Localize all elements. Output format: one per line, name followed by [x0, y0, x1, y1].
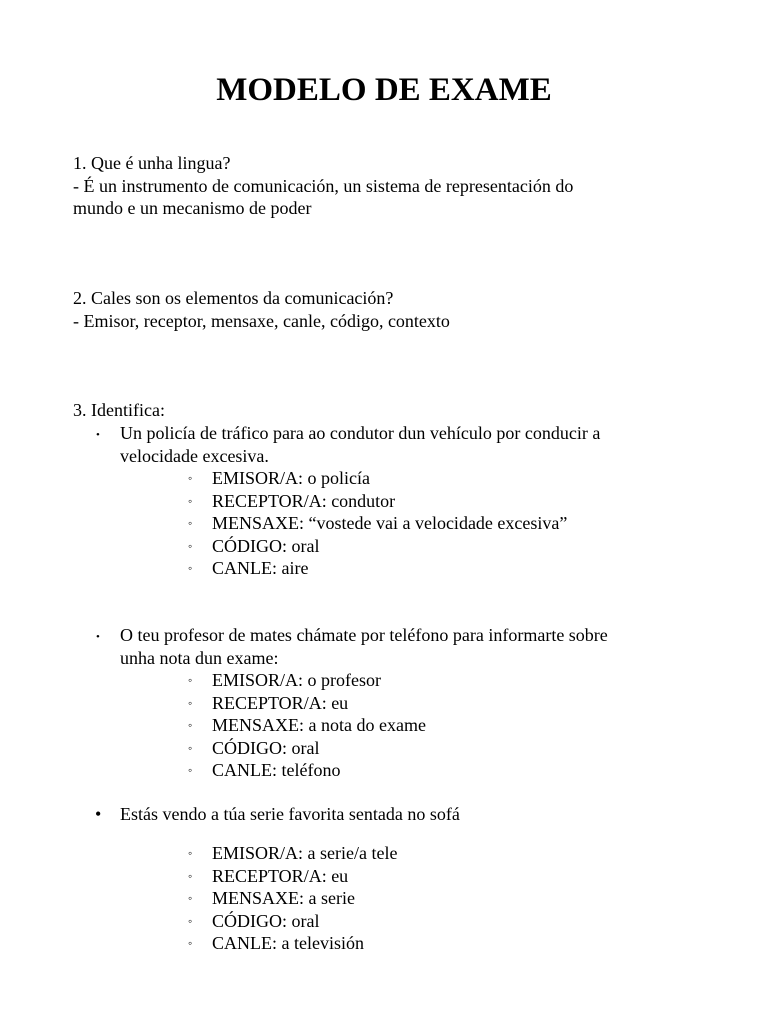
document-page: MODELO DE EXAME 1. Que é unha lingua? - É un instrumento de comunicación, un sistema de representación do mundo e un mecanismo de poder 2. Cales son os elementos da comunicación? - Emisor, receptor, mensaxe, canle, código, contexto 3. Identifica: • Un policía de tráfico para ao condutor dun vehículo por conducir a velocidade excesiva. ◦ EMISOR/A: o policía ◦ RECEPTOR/A: condutor ◦ MENSAXE: “vostede vai a velocidade excesiva” ◦ CÓDIGO: oral ◦ CANLE: aire • O teu profesor de mates chámate por teléfono para informarte sobre unha nota dun exame: ◦ EMISOR/A: o profesor ◦ RECEPTOR/A: eu ◦ MENSAXE: a nota do exame ◦ CÓDIGO: oral ◦ CANLE: teléfono • Estás vendo a túa serie favorita sentada no sofá ◦ EMISOR/A: a serie/a tele ◦ RECEPTOR/A: eu ◦ MENSAXE: a serie ◦ CÓDIGO: oral ◦ CANLE: a televisión	[0, 0, 768, 1024]
question-3	[73, 399, 165, 422]
circle-bullet-icon: ◦	[188, 740, 193, 755]
circle-bullet-icon: ◦	[188, 891, 193, 905]
answer-1-line-1: - É un instrumento de comunicación, un sistema de representación do	[73, 175, 574, 196]
question-1	[73, 152, 573, 220]
answer-1-line-2: mundo e un mecanismo de poder	[73, 198, 312, 218]
circle-bullet-icon: ◦	[188, 695, 193, 710]
circle-bullet-icon: ◦	[188, 673, 193, 687]
question-2	[73, 287, 450, 332]
circle-bullet-icon: ◦	[188, 516, 193, 530]
question-2-text: 2. Cales son os elementos da comunicación?	[73, 288, 394, 308]
circle-bullet-icon: ◦	[188, 561, 193, 575]
circle-bullet-icon: ◦	[188, 846, 193, 860]
circle-bullet-icon: ◦	[188, 493, 193, 508]
bullet-icon: •	[95, 804, 102, 824]
circle-bullet-icon: ◦	[188, 471, 193, 485]
circle-bullet-icon: ◦	[188, 936, 193, 950]
question-1-text: 1. Que é unha lingua?	[73, 153, 231, 173]
bullet-icon: •	[96, 429, 100, 441]
item-3-line-1: Estás vendo a túa serie favorita sentada no sofá	[120, 804, 460, 824]
circle-bullet-icon: ◦	[188, 913, 193, 928]
bullet-icon: •	[96, 631, 100, 643]
circle-bullet-icon: ◦	[188, 718, 193, 732]
circle-bullet-icon: ◦	[188, 763, 193, 777]
item-2-line-2: unha nota dun exame:	[120, 647, 279, 668]
item-1-line-2: velocidade excesiva.	[120, 445, 269, 466]
page-title: MODELO DE EXAME	[216, 72, 552, 108]
answer-2: - Emisor, receptor, mensaxe, canle, código, contexto	[73, 310, 450, 331]
item-2-line-1: O teu profesor de mates chámate por teléfono para informarte sobre	[120, 625, 608, 645]
question-3-text: 3. Identifica:	[73, 400, 165, 420]
circle-bullet-icon: ◦	[188, 868, 193, 883]
circle-bullet-icon: ◦	[188, 538, 193, 553]
item-1-line-1: Un policía de tráfico para ao condutor dun vehículo por conducir a	[120, 423, 601, 443]
